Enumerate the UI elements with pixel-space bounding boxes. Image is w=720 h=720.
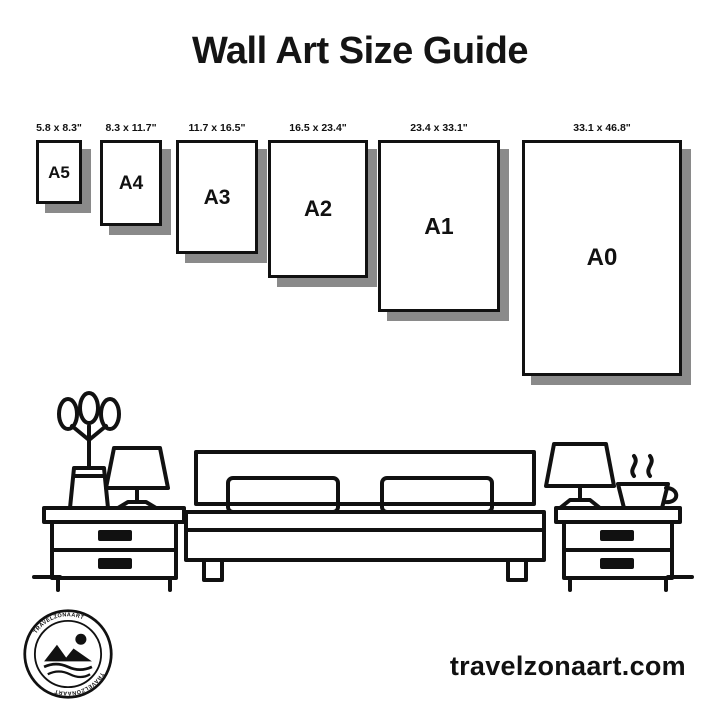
logo-text-top: TRAVELZONAART: [32, 612, 85, 635]
frame-size-name: A5: [48, 162, 70, 182]
frame-dimensions-label: 8.3 x 11.7": [105, 122, 157, 134]
bedroom-illustration: [0, 380, 720, 610]
coffee-cup: [618, 456, 676, 508]
frame-size-name: A1: [424, 212, 454, 239]
left-lamp: [106, 448, 168, 508]
logo-text-bottom: TRAVELZONAART: [53, 671, 105, 696]
frame-dimensions-label: 23.4 x 33.1": [410, 122, 468, 134]
frame-box[interactable]: [522, 140, 682, 376]
frame-box[interactable]: [36, 140, 82, 204]
page-title: Wall Art Size Guide: [191, 30, 529, 72]
frame-dimensions-label: 11.7 x 16.5": [188, 122, 246, 134]
left-nightstand: [44, 508, 184, 590]
frame-size-name: A4: [118, 172, 144, 194]
flower-vase: [59, 393, 119, 508]
right-lamp: [546, 444, 614, 508]
frame-dimensions-label: 5.8 x 8.3": [36, 122, 82, 134]
frame-box[interactable]: [268, 140, 368, 278]
right-nightstand: [556, 508, 680, 590]
brand-logo[interactable]: [22, 608, 114, 700]
site-url[interactable]: travelzonaart.com: [449, 651, 686, 681]
frame-size-name: A0: [586, 244, 618, 271]
frame-box[interactable]: [378, 140, 500, 312]
frame-size-name: A3: [203, 185, 231, 209]
frame-box[interactable]: [176, 140, 258, 254]
bed: [186, 452, 544, 580]
frame-dimensions-label: 33.1 x 46.8": [573, 122, 631, 134]
frame-size-name: A2: [303, 196, 333, 221]
frame-box[interactable]: [100, 140, 162, 226]
frame-dimensions-label: 16.5 x 23.4": [289, 122, 347, 134]
